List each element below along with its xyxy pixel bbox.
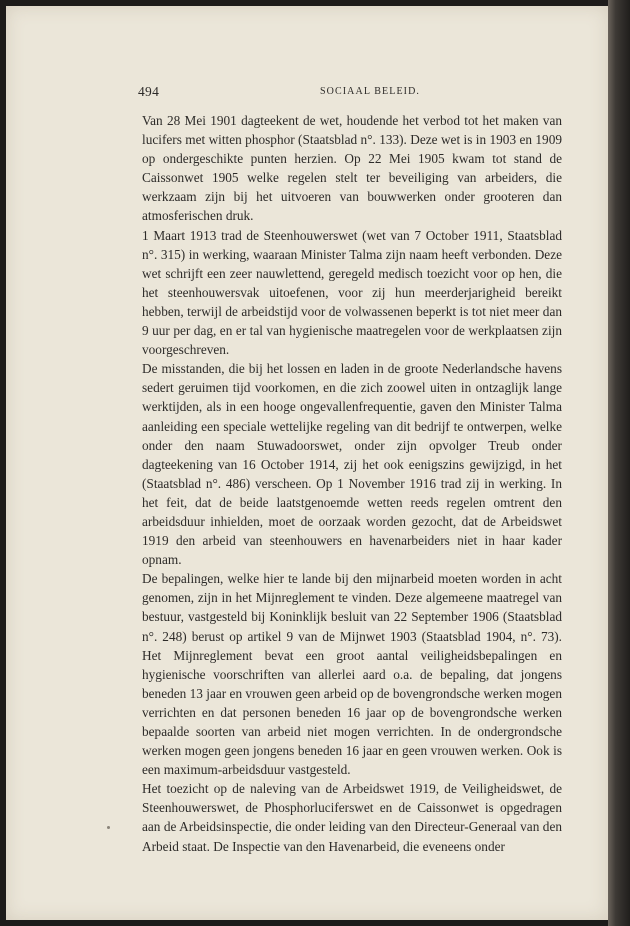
body-text <box>142 111 562 856</box>
paper-speck <box>107 826 110 829</box>
page-number: 494 <box>138 84 160 99</box>
paragraph: 1 Maart 1913 trad de Steenhouwerswet (wet van 7 October 1911, Staatsblad n°. 315) in werking, waaraan Minister Talma zijn naam heeft verbonden. Deze wet schrijft een zeer nauwlettend, geregeld medisch toezicht voor op hen, die het steenhouwersvak uitoefenen, voor zij hun meerderjarigheid bereikt hebben, terwijl de arbeidstijd voor de volwassenen beperkt is tot niet meer dan 9 uur per dag, en er tal van hygienische maatregelen voor de werkplaatsen zijn voorgeschreven. <box>142 227 562 358</box>
book-page <box>6 6 608 920</box>
paragraph: De bepalingen, welke hier te lande bij den mijnarbeid moeten worden in acht genomen, zijn in het Mijnreglement te vinden. Deze algemeene maatregel van bestuur, vastgesteld bij Koninklijk besluit van 22 September 1906 (Staatsblad n°. 248) berust op artikel 9 van de Mijnwet 1903 (Staatsblad 1904, n°. 73). Het Mijnreglement bevat een groot aantal veiligheidsbepalingen en hygienische voorschriften van allerlei aard o.a. de bepaling, dat jongens beneden 13 jaar en vrouwen geen arbeid op de bovengrondsche werken mogen verrichten en dat personen beneden 16 jaar op de bovengrondsche werken bepaalde soorten van arbeid niet mogen verrichten. In de ondergrondsche werken mogen geen jongens beneden 16 jaar en geen vrouwen werken. Ook is een maximum-arbeidsduur vastgesteld. <box>142 571 562 778</box>
paragraph: Van 28 Mei 1901 dagteekent de wet, houdende het verbod tot het maken van lucifers met witten phosphor (Staatsblad n°. 133). Deze wet is in 1903 en 1909 op ondergeschikte punten herzien. Op 22 Mei 1905 kwam tot stand de Caissonwet 1905 welke regelen stelt ter beveiliging van arbeiders, die werkzaam zijn bij het uitvoeren van bouwwerken onder grooteren dan atmosferischen druk. <box>142 113 562 224</box>
paragraph: De misstanden, die bij het lossen en laden in de groote Nederlandsche havens sedert geruimen tijd voorkomen, en die zich zoowel uiten in ontzaglijk lange werktijden, als in een hooge ongevallenfrequentie, gaven den Minister Talma aanleiding een speciale wettelijke regeling van dit bedrijf te ontwerpen, welke onder den naam Stuwadoorswet, onder zijn opvolger Treub onder dagteekening van 16 October 1914, zij het ook eenigszins gewijzigd, in het (Staatsblad n°. 486) verscheen. Op 1 November 1916 trad zij in werking. In het feit, dat de beide laatstgenoemde wetten reeds regelen omtrent den arbeidsduur inhielden, moet de oorzaak worden gezocht, dat de Arbeidswet 1919 den arbeid van steenhouwers en havenarbeiders niet in haar kader opnam. <box>142 361 562 568</box>
page-header <box>138 84 578 102</box>
book-spine <box>608 0 630 926</box>
paragraph: Het toezicht op de naleving van de Arbeidswet 1919, de Veiligheidswet, de Steenhouwerswet, de Phosphorluciferswet en de Caissonwet is opgedragen aan de Arbeidsinspectie, die onder leiding van den Directeur-Generaal van den Arbeid staat. De Inspectie van den Havenarbeid, die eveneens onder <box>142 781 562 854</box>
running-title: SOCIAAL BELEID. <box>320 86 421 97</box>
